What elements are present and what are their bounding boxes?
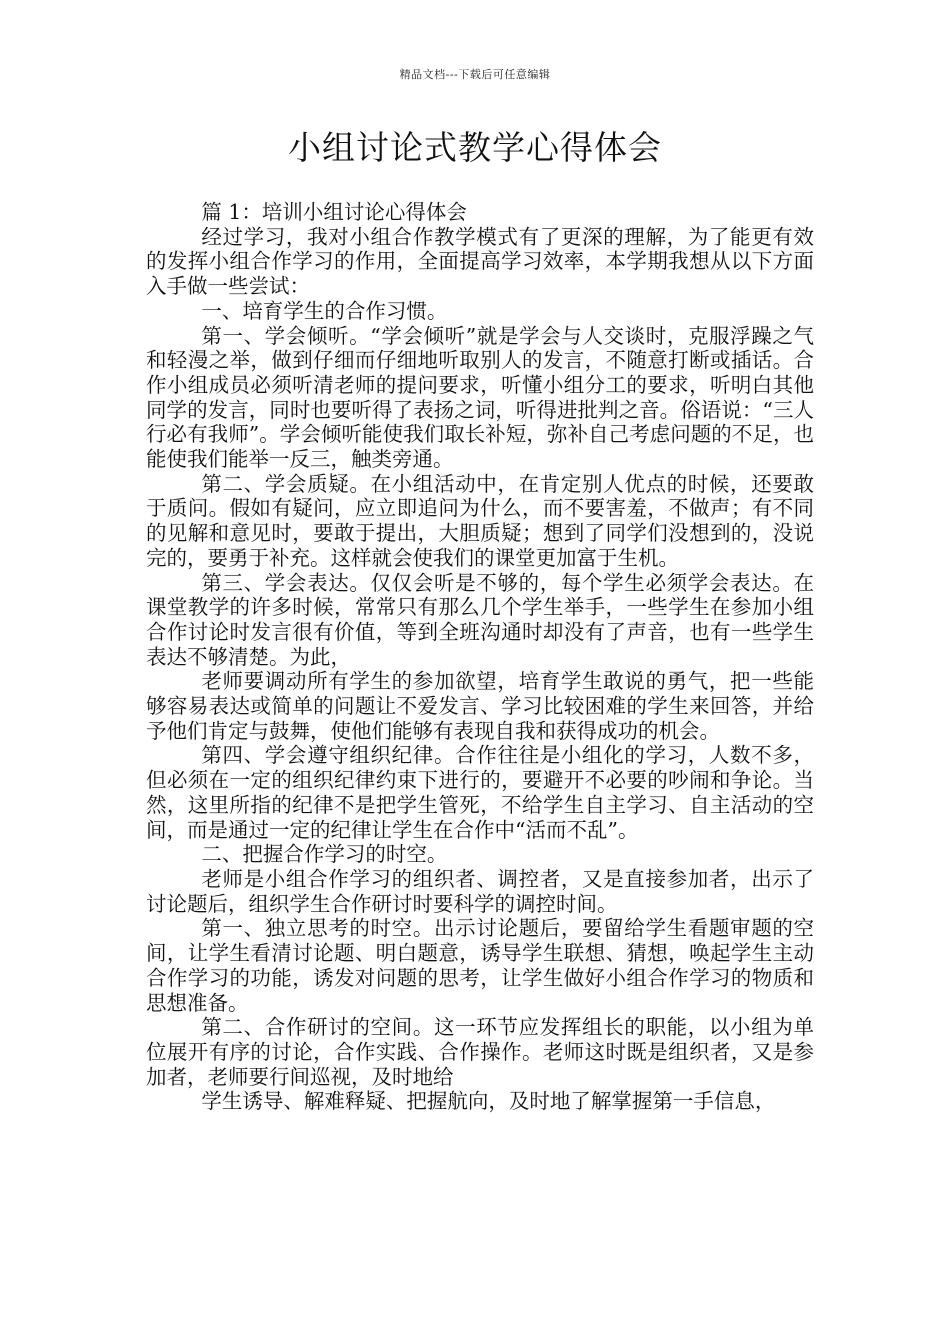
paragraph: 一、培育学生的合作习惯。 (201, 298, 448, 323)
paragraph: 第一、学会倾听。“学会倾听”就是学会与人交谈时，克服浮躁之气和轻漫之举，做到仔细而仔细地听取别人的发言，不随意打断或插话。合作小组成员必须听清老师的提问要求，听懂小组分工的要求，听明白其他同学的发言，同时也要听得了表扬之词，听得进批判之音。俗语说：“三人行必有我师”。学会倾听能使我们取长补短，弥补自己考虑问题的不足，也能使我们能举一反三，触类旁通。 (146, 323, 814, 472)
paragraph: 篇 1：培训小组讨论心得体会 (201, 200, 467, 224)
paragraph: 老师是小组合作学习的组织者、调控者，又是直接参加者，出示了讨论题后，组织学生合作研讨时要科学的调控时间。 (146, 866, 814, 916)
paragraph: 第二、学会质疑。在小组活动中，在肯定别人优点的时候，还要敢于质问。假如有疑问，应立即追问为什么，而不要害羞，不做声；有不同的见解和意见时，要敢于提出，大胆质疑；想到了同学们没想到的，没说完的，要勇于补充。这样就会使我们的课堂更加富于生机。 (146, 471, 814, 570)
paragraph: 第四、学会遵守组织纪律。合作往往是小组化的学习，人数不多，但必须在一定的组织纪律约束下进行的，要避开不必要的吵闹和争论。当然，这里所指的纪律不是把学生管死，不给学生自主学习、自主活动的空间，而是通过一定的纪律让学生在合作中“活而不乱”。 (146, 743, 814, 842)
paragraph: 二、把握合作学习的时空。 (201, 842, 448, 867)
paragraph: 第一、独立思考的时空。出示讨论题后，要留给学生看题审题的空间，让学生看清讨论题、明白题意，诱导学生联想、猜想，唤起学生主动合作学习的功能，诱发对问题的思考，让学生做好小组合作学习的物质和思想准备。 (146, 916, 814, 1015)
paragraph: 老师要调动所有学生的参加欲望，培育学生敢说的勇气，把一些能够容易表达或简单的问题让不爱发言、学习比较困难的学生来回答，并给予他们肯定与鼓舞，使他们能够有表现自我和获得成功的机会。 (146, 669, 814, 743)
paragraph: 经过学习，我对小组合作教学模式有了更深的理解，为了能更有效的发挥小组合作学习的作用，全面提高学习效率，本学期我想从以下方面入手做一些尝试： (146, 224, 814, 299)
paragraph: 学生诱导、解难释疑、把握航向，及时地了解掌握第一手信息， (201, 1089, 776, 1114)
paragraph: 第三、学会表达。仅仅会听是不够的，每个学生必须学会表达。在课堂教学的许多时候，常常只有那么几个学生举手，一些学生在参加小组合作讨论时发言很有价值，等到全班沟通时却没有了声音，也有一些学生表达不够清楚。为此， (146, 570, 814, 669)
document-title: 小组讨论式教学心得体会 (288, 128, 662, 167)
header-note: 精品文档---下载后可任意编辑 (399, 68, 551, 81)
document-body (146, 200, 814, 1114)
paragraph: 第二、合作研讨的空间。这一环节应发挥组长的职能，以小组为单位展开有序的讨论，合作实践、合作操作。老师这时既是组织者，又是参加者，老师要行间巡视，及时地给 (146, 1015, 814, 1089)
